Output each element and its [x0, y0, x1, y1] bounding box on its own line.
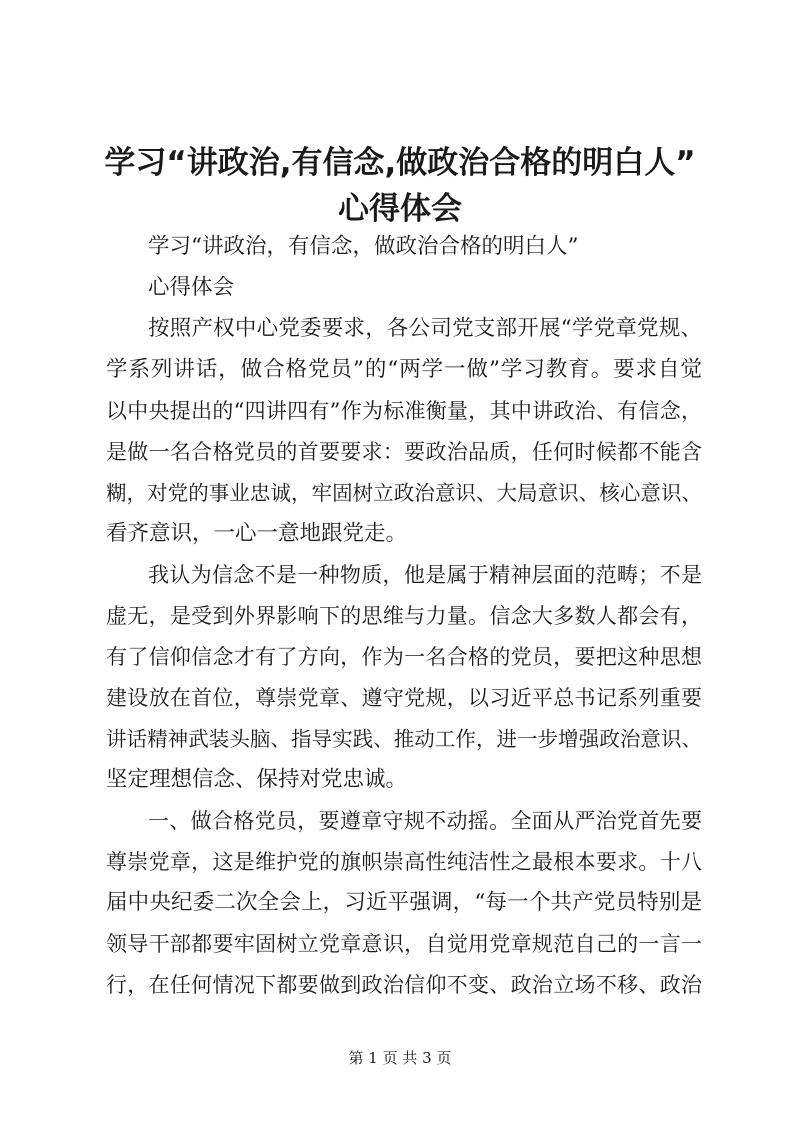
paragraph-line: 届中央纪委二次全会上，习近平强调，“每一个共产党员特别是 [106, 890, 702, 915]
paragraph-line: 坚定理想信念、保持对党忠诚。 [106, 767, 408, 792]
paragraph-line: 尊崇党章，这是维护党的旗帜崇高性纯洁性之最根本要求。十八 [106, 850, 702, 874]
paragraph-line: 行，在任何情况下都要做到政治信仰不变、政治立场不移、政治 [106, 973, 702, 997]
paragraph-line: 有了信仰信念才有了方向，作为一名合格的党员，要把这种思想 [106, 645, 702, 669]
paragraph-line: 糊，对党的事业忠诚，牢固树立政治意识、大局意识、核心意识、 [106, 481, 702, 505]
paragraph-line: 一、做合格党员，要遵章守规不动摇。全面从严治党首先要 [148, 809, 702, 833]
paragraph-line: 领导干部都要牢固树立党章意识，自觉用党章规范自己的一言一 [106, 932, 702, 956]
document-title-line-1: 学习“讲政治,有信念,做政治合格的明白人” [104, 145, 696, 181]
subtitle-line: 心得体会 [148, 275, 235, 300]
paragraph-line: 建设放在首位，尊崇党章、遵守党规，以习近平总书记系列重要 [106, 686, 702, 710]
paragraph-line: 按照产权中心党委要求，各公司党支部开展“学党章党规、 [148, 316, 702, 341]
subtitle-line: 学习“讲政治，有信念，做政治合格的明白人” [148, 234, 579, 259]
paragraph-line: 虚无，是受到外界影响下的思维与力量。信念大多数人都会有， [106, 604, 702, 628]
paragraph-line: 学系列讲话，做合格党员”的“两学一做”学习教育。要求自觉 [106, 357, 702, 382]
paragraph-line: 看齐意识，一心一意地跟党走。 [106, 521, 408, 546]
page-number-footer: 第 1 页 共 3 页 [348, 1049, 452, 1067]
paragraph-line: 以中央提出的“四讲四有”作为标准衡量，其中讲政治、有信念， [106, 399, 702, 423]
paragraph-line: 我认为信念不是一种物质，他是属于精神层面的范畴；不是 [148, 563, 702, 587]
paragraph-line: 是做一名合格党员的首要要求：要政治品质，任何时候都不能含 [106, 440, 702, 464]
document-title-line-2: 心得体会 [338, 191, 462, 227]
paragraph-line: 讲话精神武装头脑、指导实践、推动工作，进一步增强政治意识、 [106, 727, 702, 751]
